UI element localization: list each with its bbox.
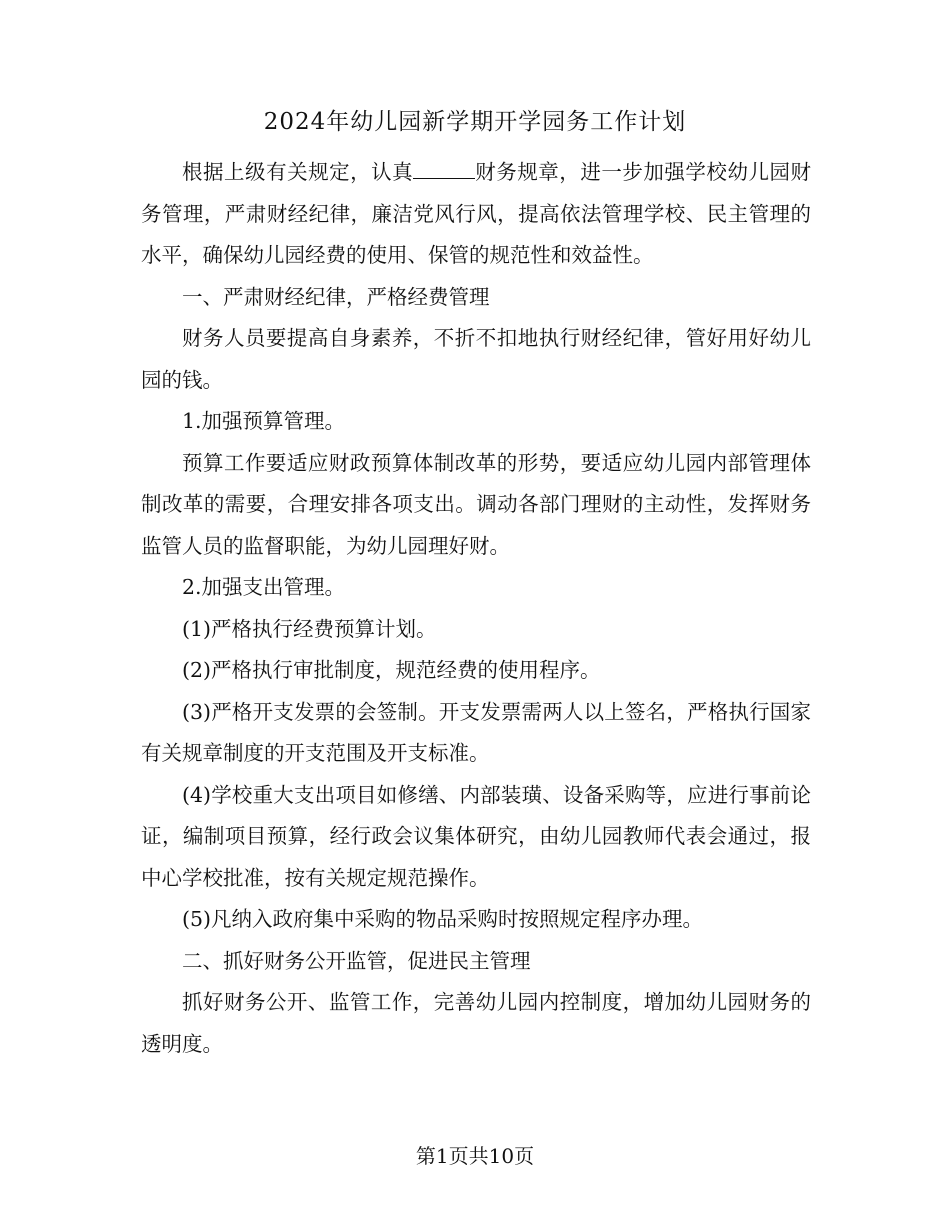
- list-item: (2)严格执行审批制度，规范经费的使用程序。: [182, 658, 601, 682]
- list-item: (1)严格执行经费预算计划。: [182, 616, 437, 641]
- list-item: (3)严格开支发票的会签制。开支发票需两人以上签名，严格执行国家有关规章制度的开支范围及开支标准。: [141, 699, 811, 765]
- fill-in-blank: [413, 178, 475, 179]
- list-item: (4)学校重大支出项目如修缮、内部装璜、设备采购等，应进行事前论证，编制项目预算，经行政会议集体研究，由幼儿园教师代表会通过，报中心学校批准，按有关规定规范操作。: [141, 782, 811, 890]
- paragraph: 抓好财务公开、监管工作，完善幼儿园内控制度，增加幼儿园财务的透明度。: [141, 990, 811, 1056]
- section-heading-1: 一、严肃财经纪律，严格经费管理: [182, 284, 490, 309]
- intro-text-end: 财务规章，进一步加强学校幼儿园财务管理，严肃财经纪律，廉洁党风行风，提高依法管理学校、民主管理的水平，确保幼儿园经费的使用、保管的规范性和效益性。: [141, 160, 811, 267]
- subsection-heading-2: 2.加强支出管理。: [182, 575, 346, 599]
- subsection-heading-1: 1.加强预算管理。: [182, 409, 346, 433]
- intro-paragraph: [141, 152, 811, 277]
- intro-text-start: 根据上级有关规定，认真: [182, 160, 414, 184]
- paragraph: 预算工作要适应财政预算体制改革的形势，要适应幼儿园内部管理体制改革的需要，合理安排各项支出。调动各部门理财的主动性，发挥财务监管人员的监督职能，为幼儿园理好财。: [141, 450, 811, 558]
- section-heading-2: 二、抓好财务公开监管，促进民主管理: [182, 948, 531, 973]
- page-number-footer: 第1页共10页: [415, 1144, 535, 1168]
- document-title: 2024年幼儿园新学期开学园务工作计划: [263, 109, 687, 135]
- paragraph: 财务人员要提高自身素养，不折不扣地执行财经纪律，管好用好幼儿园的钱。: [141, 326, 811, 392]
- list-item: (5)凡纳入政府集中采购的物品采购时按照规定程序办理。: [182, 907, 704, 931]
- document-body: [141, 152, 811, 1065]
